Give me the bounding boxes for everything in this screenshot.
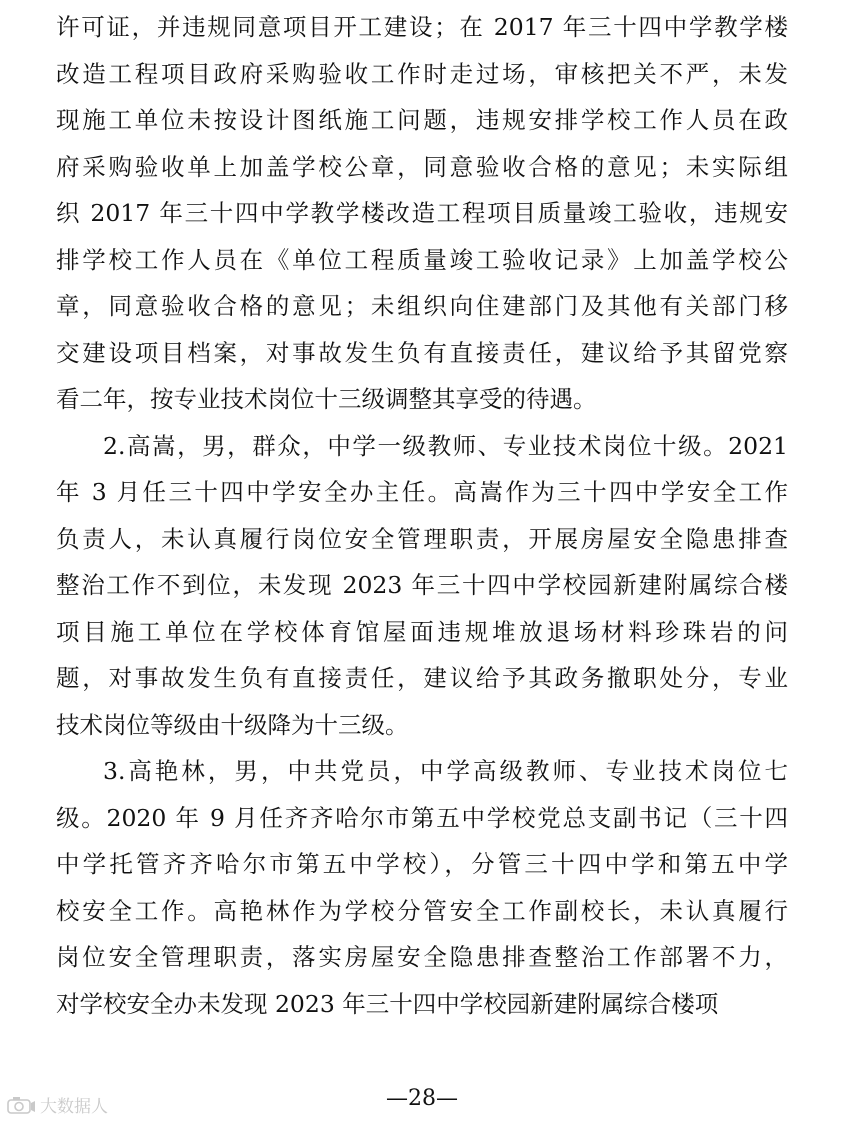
- text-line: 技术岗位等级由十级降为十三级。: [56, 710, 409, 739]
- text-line: 校安全工作。高艳林作为学校分管安全工作副校长，未认真履行: [56, 896, 788, 925]
- text-line: 3.高艳林，男，中共党员，中学高级教师、专业技术岗位七: [103, 757, 788, 785]
- document-body: [56, 4, 788, 1027]
- text-line: 中学托管齐齐哈尔市第五中学校），分管三十四中学和第五中学: [56, 850, 788, 878]
- camera-logo-icon: [6, 1095, 36, 1115]
- text-line: 对学校安全办未发现 2023 年三十四中学校园新建附属综合楼项: [56, 989, 719, 1018]
- text-line: 排学校工作人员在《单位工程质量竣工验收记录》上加盖学校公: [56, 245, 788, 274]
- text-line: 项目施工单位在学校体育馆屋面违规堆放退场材料珍珠岩的问: [56, 617, 788, 646]
- text-line: 现施工单位未按设计图纸施工问题，违规安排学校工作人员在政: [56, 106, 788, 134]
- paragraph: [56, 4, 788, 423]
- page-number: —28—: [386, 1086, 458, 1111]
- text-line: 2.高嵩，男，群众，中学一级教师、专业技术岗位十级。2021: [103, 431, 788, 460]
- text-line: 负责人，未认真履行岗位安全管理职责，开展房屋安全隐患排查: [56, 524, 788, 553]
- text-line: 许可证，并违规同意项目开工建设；在 2017 年三十四中学教学楼: [56, 13, 788, 41]
- text-line: 章，同意验收合格的意见；未组织向住建部门及其他有关部门移: [56, 292, 788, 320]
- text-line: 题，对事故发生负有直接责任，建议给予其政务撤职处分，专业: [56, 664, 788, 692]
- text-line: 年 3 月任三十四中学安全办主任。高嵩作为三十四中学安全工作: [56, 478, 788, 506]
- text-line: 岗位安全管理职责，落实房屋安全隐患排查整治工作部署不力，: [56, 943, 788, 971]
- watermark: [6, 1092, 108, 1117]
- text-line: 府采购验收单上加盖学校公章，同意验收合格的意见；未实际组: [56, 152, 788, 181]
- text-line: 织 2017 年三十四中学教学楼改造工程项目质量竣工验收，违规安: [56, 199, 788, 227]
- text-line: 交建设项目档案，对事故发生负有直接责任，建议给予其留党察: [56, 338, 788, 367]
- watermark-text: 大数据人: [40, 1097, 108, 1117]
- text-line: 看二年，按专业技术岗位十三级调整其享受的待遇。: [56, 385, 597, 413]
- text-line: 整治工作不到位，未发现 2023 年三十四中学校园新建附属综合楼: [56, 571, 788, 599]
- paragraph: [56, 423, 788, 749]
- text-line: 级。2020 年 9 月任齐齐哈尔市第五中学校党总支副书记（三十四: [56, 803, 788, 832]
- text-line: 改造工程项目政府采购验收工作时走过场，审核把关不严，未发: [56, 59, 788, 88]
- paragraph: [56, 748, 788, 1027]
